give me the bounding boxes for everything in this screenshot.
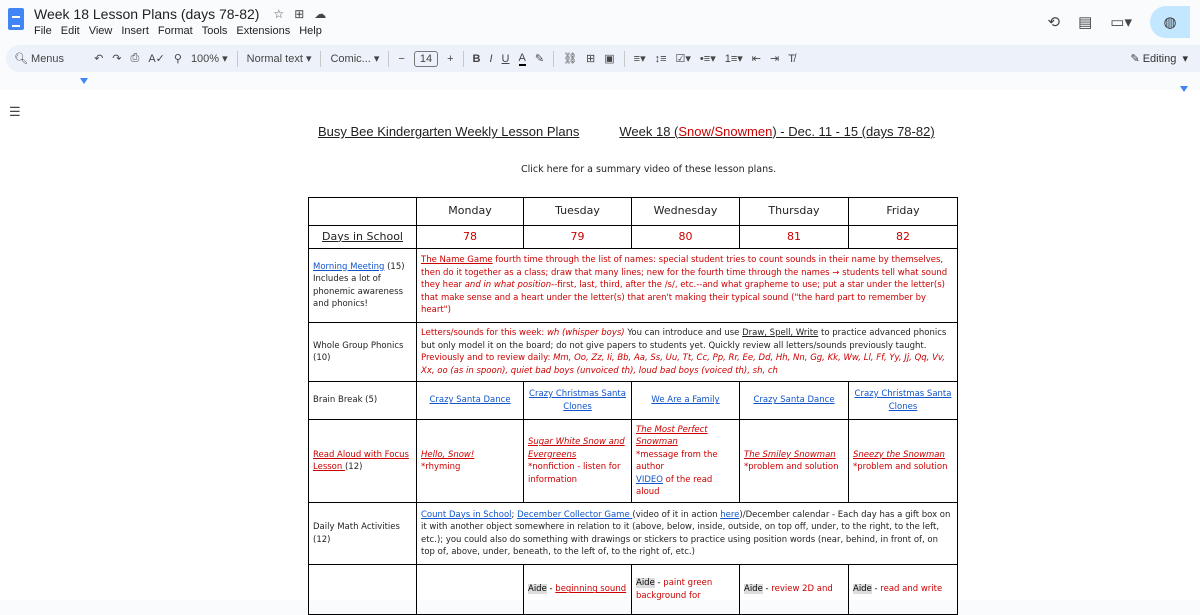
print-icon[interactable]: ⎙ — [130, 52, 140, 64]
row-label — [309, 565, 417, 615]
comments-icon[interactable]: ▤ — [1078, 14, 1093, 31]
table-row — [309, 249, 958, 323]
doc-headings — [318, 124, 935, 139]
draw-spell-write-link[interactable]: Draw, Spell, Write — [742, 328, 819, 338]
doc-heading-left: Busy Bee Kindergarten Weekly Lesson Plans — [318, 124, 580, 139]
align-icon[interactable]: ≡▾ — [633, 53, 646, 65]
star-icon[interactable]: ☆ — [273, 7, 285, 21]
cell-text: of the read aloud — [636, 474, 713, 497]
brain-break-link[interactable]: We Are a Family — [651, 395, 720, 406]
cell-text: *problem and solution — [853, 462, 948, 472]
divider — [553, 51, 554, 67]
book-link[interactable]: Sugar White Snow and Evergreens — [528, 437, 625, 460]
morning-meeting-link[interactable]: Morning Meeting — [313, 261, 385, 272]
divider — [320, 51, 321, 67]
font-value: Comic... — [330, 53, 371, 65]
day-number: 82 — [849, 226, 958, 249]
aide-task: review 2D and — [771, 584, 833, 595]
font-size-input[interactable]: 14 — [414, 51, 438, 67]
cloud-saved-icon[interactable]: ☁ — [314, 7, 327, 21]
cell-text: - — [654, 578, 664, 588]
menu-extensions[interactable]: Extensions — [236, 25, 291, 37]
aide-label: Aide — [528, 584, 547, 595]
empty-cell — [309, 198, 417, 226]
brain-break-link[interactable]: Crazy Santa Dance — [753, 395, 835, 406]
aide-cell — [632, 565, 740, 615]
cell-text: and in what position — [464, 280, 552, 291]
search-menus-button[interactable]: 🔍︎ Menus — [14, 53, 65, 65]
row-label: Whole Group Phonics (10) — [309, 323, 417, 382]
outline-icon[interactable]: ☰ — [9, 104, 21, 119]
aide-task-link[interactable]: beginning sound — [555, 584, 627, 595]
divider — [624, 51, 625, 67]
cell-text: wh (whisper boys) — [546, 328, 625, 338]
globe-icon: ◍ — [1163, 14, 1177, 31]
table-header-row — [309, 198, 958, 226]
cell-text: to practice advanced phonics but only model it on the board; do not give papers to students yet. Quickly review all letters/sounds previously taught. — [421, 328, 947, 351]
name-game-link[interactable]: The Name Game — [421, 255, 493, 266]
decrease-indent-icon[interactable]: ⇤ — [751, 53, 761, 65]
brain-break-link[interactable]: Crazy Christmas Santa Clones — [529, 389, 626, 412]
menu-view[interactable]: View — [88, 25, 113, 37]
aide-cell — [417, 565, 524, 615]
day-header: Wednesday — [632, 198, 740, 226]
line-spacing-icon[interactable]: ↕≡ — [654, 52, 667, 65]
days-in-school-label: Days in School — [309, 226, 417, 249]
count-days-link[interactable]: Count Days in School — [421, 509, 512, 520]
decrease-font-size-button[interactable]: − — [398, 52, 405, 65]
lesson-plan-table — [308, 197, 958, 615]
day-number: 79 — [524, 226, 632, 249]
read-aloud-cell — [524, 420, 632, 503]
here-link[interactable]: here — [720, 509, 740, 520]
cell-text: --first, last, third, after the /s/, etc.--and what grapheme to use; put a star under the letter(s) that make sense and a heart under the letter(s) that aren't making their typical sound ("the hard part to remember by heart") — [421, 280, 945, 316]
style-select[interactable]: Normal text ▾ — [246, 53, 312, 65]
book-link[interactable]: The Smiley Snowman — [744, 449, 836, 460]
read-aloud-cell — [849, 420, 958, 503]
document-title[interactable]: Week 18 Lesson Plans (days 78-82) — [34, 6, 260, 22]
cell-text: *problem and solution — [744, 462, 839, 472]
image-icon[interactable]: ▣ — [604, 53, 615, 65]
day-number: 81 — [740, 226, 849, 249]
aide-label: Aide — [636, 578, 655, 588]
divider — [388, 51, 389, 67]
video-link[interactable]: VIDEO — [636, 474, 663, 485]
menu-file[interactable]: File — [34, 25, 52, 37]
toolbar — [6, 45, 1200, 72]
ruler — [0, 76, 1200, 88]
read-aloud-cell — [740, 420, 849, 503]
undo-icon[interactable]: ↶ — [94, 53, 104, 65]
brain-break-link[interactable]: Crazy Christmas Santa Clones — [854, 389, 952, 412]
day-header: Monday — [417, 198, 524, 226]
read-aloud-cell — [632, 420, 740, 503]
bold-icon[interactable]: B — [472, 52, 481, 65]
collector-game-link[interactable]: December Collector Game — [517, 509, 633, 520]
history-icon[interactable]: ⟲ — [1047, 14, 1061, 31]
read-aloud-cell — [417, 420, 524, 503]
book-link[interactable]: Hello, Snow! — [421, 449, 475, 460]
cell-text: Previously and to review daily: — [421, 353, 554, 363]
cell-text: (video of it in action — [632, 509, 721, 520]
cell-text: Letters/sounds for this week: — [421, 328, 547, 338]
bullet-list-icon[interactable]: •≡▾ — [699, 53, 716, 65]
title-bar — [0, 0, 1200, 44]
menu-help[interactable]: Help — [299, 25, 322, 37]
redo-icon[interactable]: ↷ — [112, 53, 122, 65]
divider — [237, 51, 238, 67]
cell-text: Mm, Oo, Zz, Ii, Bb, Aa, Ss, Uu, Tt, Cc, Pp, Rr, Ee, Dd, Hh, Nn, Gg, Kk, Ww, Ll, Ff, Yy, Jj, Qq, Vv, Xx, oo (as in spoon), quiet bad boys (unvoiced th), loud bad boys (voiced th), sh, ch — [421, 353, 945, 376]
cell-text: - — [546, 584, 556, 595]
table-row — [309, 382, 958, 420]
aide-task: paint green background for — [636, 578, 713, 601]
cell-text: *nonfiction - listen for information — [528, 462, 621, 485]
brain-break-link[interactable]: Crazy Santa Dance — [429, 395, 511, 406]
table-row — [309, 565, 958, 615]
cell-text: You can introduce and use — [624, 328, 743, 338]
aide-cell — [849, 565, 958, 615]
summary-video-link[interactable]: Click here for a summary video of these lesson plans. — [521, 164, 777, 175]
math-cell — [417, 503, 958, 565]
cell-text: *rhyming — [421, 462, 461, 472]
aide-label: Aide — [744, 584, 763, 595]
comment-add-icon[interactable]: ⊞ — [586, 53, 596, 65]
zoom-select[interactable]: 100% ▾ — [190, 53, 228, 65]
table-row — [309, 420, 958, 503]
row-label: Daily Math Activities (12) — [309, 503, 417, 565]
book-link[interactable]: Sneezy the Snowman — [853, 449, 945, 460]
docs-logo-icon[interactable] — [8, 8, 24, 30]
title-row — [34, 6, 326, 22]
cell-text: *message from the author — [636, 449, 718, 472]
heading-theme: Snow/Snowmen — [678, 124, 773, 139]
increase-font-size-button[interactable]: + — [447, 52, 454, 65]
menu-bar — [34, 25, 322, 37]
editing-mode-button[interactable]: ✎ Editing ▾ — [1130, 53, 1188, 65]
pencil-icon: ✎ — [1130, 53, 1140, 65]
day-number: 78 — [417, 226, 524, 249]
day-header: Friday — [849, 198, 958, 226]
cell-text: fourth time through the list of names: special student tries to count sounds in their name by themselves, then do it together as a class; draw that many lines; new for the fourth time through the names → students tell what sound they hear — [421, 255, 948, 291]
day-header: Thursday — [740, 198, 849, 226]
table-row — [309, 503, 958, 565]
paint-format-icon[interactable]: ⚲ — [173, 53, 182, 65]
table-row — [309, 323, 958, 382]
numbered-list-icon[interactable]: 1≡▾ — [724, 53, 743, 65]
move-folder-icon[interactable]: ⊞ — [294, 7, 305, 21]
menu-insert[interactable]: Insert — [121, 25, 149, 37]
cell-text: ; — [511, 509, 518, 520]
day-number: 80 — [632, 226, 740, 249]
text-color-icon[interactable]: A — [518, 51, 526, 64]
row-label-text: (15) Includes a lot of phonemic awareness and phonics! — [313, 261, 405, 309]
aide-cell — [740, 565, 849, 615]
row-label: Brain Break (5) — [309, 382, 417, 420]
cell-text: - — [871, 584, 881, 595]
menu-edit[interactable]: Edit — [60, 25, 80, 37]
phonics-cell — [417, 323, 958, 382]
style-value: Normal text — [246, 53, 303, 65]
menus-label: Menus — [31, 53, 65, 65]
cell-text: - — [762, 584, 772, 595]
font-select[interactable]: Comic... ▾ — [330, 53, 380, 65]
zoom-value: 100% — [190, 53, 220, 65]
book-link[interactable]: The Most Perfect Snowman — [636, 424, 708, 447]
row-label — [309, 249, 417, 323]
italic-icon[interactable]: I — [489, 52, 493, 65]
menu-format[interactable]: Format — [157, 25, 193, 37]
divider — [463, 51, 464, 67]
underline-icon[interactable]: U — [501, 52, 510, 65]
heading-dates: ) - Dec. 11 - 15 (days 78-82) — [772, 124, 935, 139]
aide-task: read and write — [880, 584, 943, 595]
row-label-text: (12) — [344, 462, 363, 472]
mode-label: Editing — [1142, 53, 1177, 65]
doc-heading-right — [619, 124, 934, 139]
morning-meeting-cell — [417, 249, 958, 323]
clear-formatting-icon[interactable]: T̸ — [788, 52, 795, 65]
aide-label: Aide — [853, 584, 872, 595]
link-icon[interactable]: ⛓ — [563, 53, 578, 65]
highlight-icon[interactable]: ✎ — [534, 53, 545, 65]
row-label — [309, 420, 417, 503]
share-button[interactable] — [1150, 6, 1190, 38]
meet-icon[interactable]: ▭▾ — [1110, 14, 1132, 31]
increase-indent-icon[interactable]: ⇥ — [770, 53, 780, 65]
aide-cell — [524, 565, 632, 615]
spellcheck-icon[interactable]: A✓ — [148, 53, 165, 65]
cell-text: )/December calendar - Each day has a gift box on it with another object somewhere in relation to it (above, below, inside, outside, on top off, under, to the right, to the left, etc.); you could also do something with drawings or stickers to practice using position words (near, behind, in front of, on top of, above, under, beneath, to the left of, to the right of, etc.) — [421, 509, 951, 557]
heading-week: Week 18 ( — [619, 124, 679, 139]
menu-tools[interactable]: Tools — [201, 25, 228, 37]
table-row — [309, 226, 958, 249]
day-header: Tuesday — [524, 198, 632, 226]
checklist-icon[interactable]: ☑▾ — [675, 53, 691, 65]
read-aloud-link[interactable]: Read Aloud with Focus Lesson — [313, 449, 409, 472]
